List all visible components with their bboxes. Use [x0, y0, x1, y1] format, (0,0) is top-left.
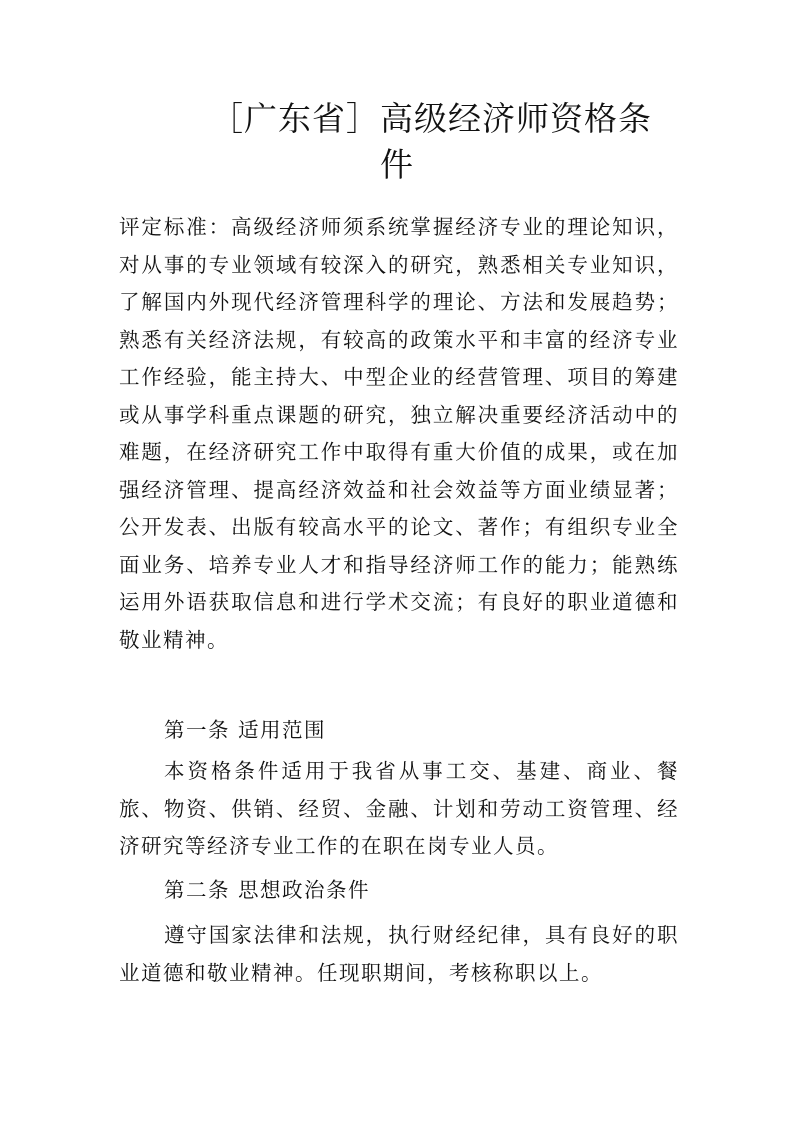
article-2-paragraph: 遵守国家法律和法规，执行财经纪律，具有良好的职业道德和敬业精神。任现职期间，考核称职以上。	[119, 923, 679, 985]
document-title	[210, 96, 680, 188]
article-1-heading: 第一条 适用范围	[164, 718, 327, 742]
article-1-paragraph: 本资格条件适用于我省从事工交、基建、商业、餐旅、物资、供销、经贸、金融、计划和劳动工资管理、经济研究等经济专业工作的在职在岗专业人员。	[119, 759, 679, 858]
title-line-1: ［广东省］高级经济师资格条	[210, 99, 652, 138]
evaluation-standard-paragraph: 评定标准：高级经济师须系统掌握经济专业的理论知识，对从事的专业领域有较深入的研究，熟悉相关专业知识，了解国内外现代经济管理科学的理论、方法和发展趋势；熟悉有关经济法规，有较高的政策水平和丰富的经济专业工作经验，能主持大、中型企业的经营管理、项目的筹建或从事学科重点课题的研究，独立解决重要经济活动中的难题，在经济研究工作中取得有重大价值的成果，或在加强经济管理、提高经济效益和社会效益等方面业绩显著；公开发表、出版有较高水平的论文、著作；有组织专业全面业务、培养专业人才和指导经济师工作的能力；能熟练运用外语获取信息和进行学术交流；有良好的职业道德和敬业精神。	[119, 215, 679, 652]
title-line-2: 件	[380, 145, 414, 184]
article-2-heading: 第二条 思想政治条件	[164, 878, 371, 902]
